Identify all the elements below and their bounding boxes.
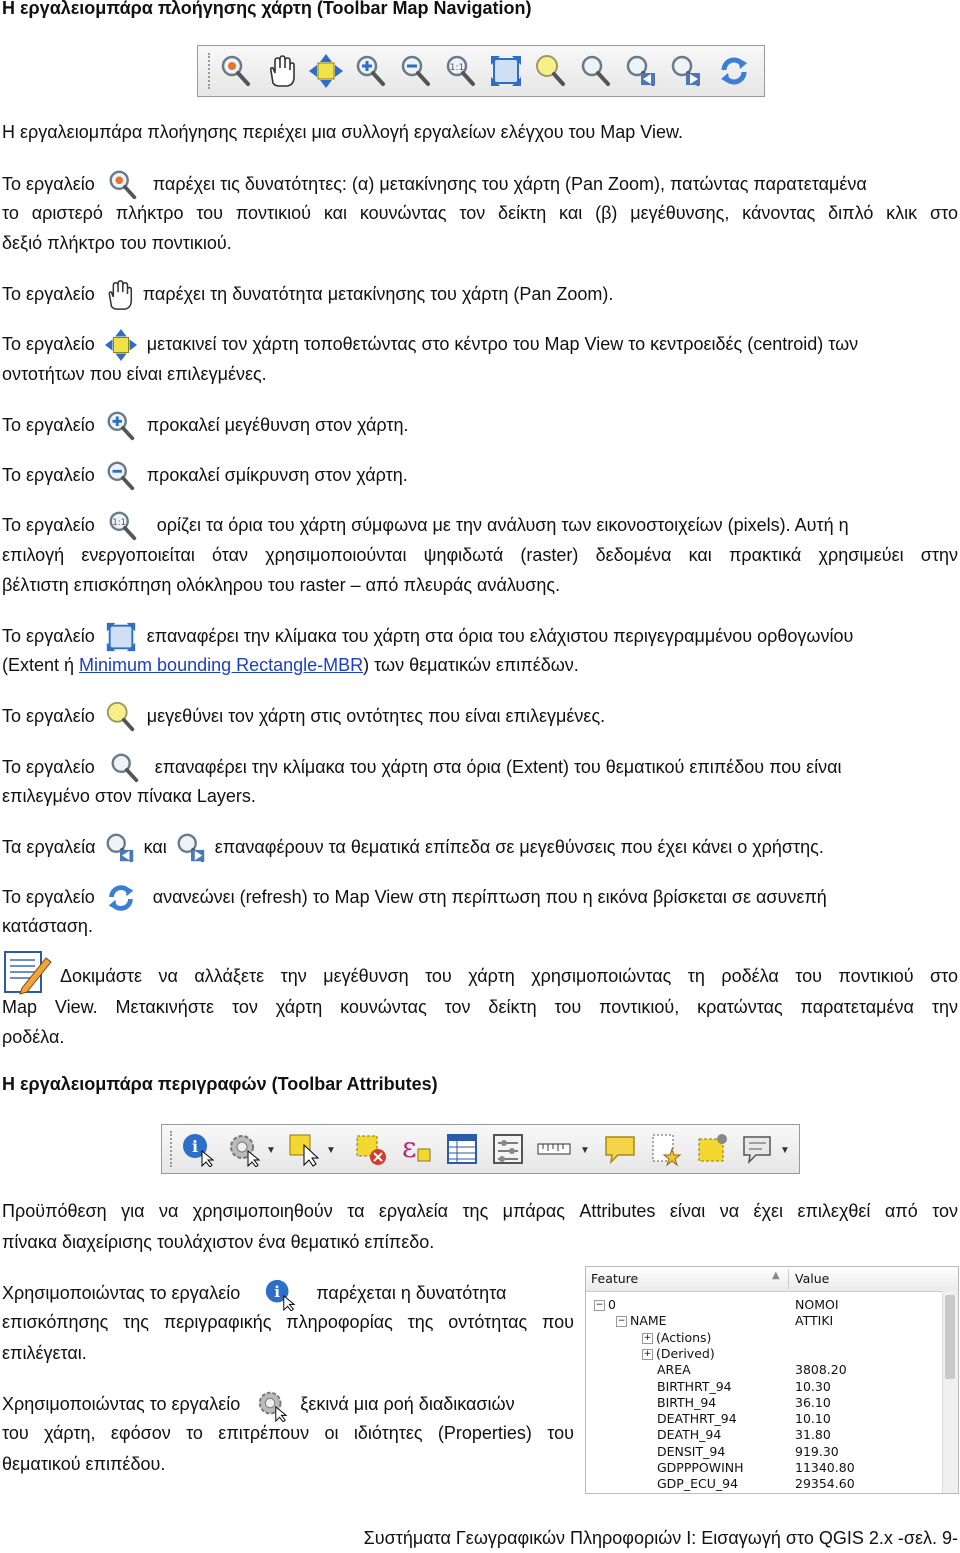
value-cell: 29354.60: [795, 1476, 855, 1492]
identify-row[interactable]: [586, 1297, 942, 1313]
feature-cell: GDPPPOWINH: [657, 1460, 744, 1475]
refresh-paragraph: Το εργαλείο ανανεώνει (refresh) το Map View στη περίπτωση που η εικόνα βρίσκεται σε ασυνεπή: [2, 881, 958, 915]
identify-row[interactable]: [586, 1330, 942, 1346]
svg-text:1:1: 1:1: [112, 518, 126, 529]
run-action-icon: [255, 1388, 289, 1422]
zoom-full-line-2: (Extent ή Minimum bounding Rectangle-MBR) των θεματικών επιπέδων.: [2, 655, 579, 675]
map-tips-icon[interactable]: [602, 1131, 638, 1167]
zoom-actual-paragraph: Το εργαλείο 1:1 ορίζει τα όρια του χάρτη σύμφωνα με την ανάλυση των εικονοστοιχείων (pixels). Αυτή η: [2, 509, 958, 543]
identify-row[interactable]: [586, 1395, 942, 1411]
run-action-icon[interactable]: [226, 1131, 262, 1167]
feature-cell: DEATHRT_94: [657, 1411, 737, 1427]
pan-to-selection-icon[interactable]: [308, 53, 344, 89]
intro-paragraph: Η εργαλειομπάρα πλοήγησης περιέχει μια συλλογή εργαλείων ελέγχου του Map View.: [2, 122, 683, 142]
value-cell: 3808.20: [795, 1362, 847, 1378]
action-line-2: του χάρτη, εφόσον το επιτρέπουν οι ιδιότητες (Properties) του: [2, 1423, 574, 1443]
action-paragraph: Χρησιμοποιώντας το εργαλείο ξεκινά μια ροή διαδικασιών: [2, 1388, 574, 1422]
identify-results-header: [586, 1267, 958, 1292]
svg-text:1:1: 1:1: [449, 63, 465, 73]
zoom-selection-paragraph: Το εργαλείο μεγεθύνει τον χάρτη στις οντότητες που είναι επιλεγμένες.: [2, 700, 605, 734]
value-cell: 10.30: [795, 1378, 831, 1394]
zoom-actual-size-icon: [106, 509, 140, 543]
identify-row[interactable]: [586, 1313, 942, 1329]
exercise-line-2: Map View. Μετακινήστε τον χάρτη κουνώντας τον δείκτη του ποντικιού, κρατώντας παρατεταμένα την: [2, 997, 958, 1017]
value-cell: ATTIKI: [795, 1313, 834, 1329]
show-bookmarks-icon[interactable]: [694, 1131, 730, 1167]
action-line-3: θεματικού επιπέδου.: [2, 1454, 166, 1474]
value-cell: 11340.80: [795, 1460, 855, 1475]
zoom-in-icon: [104, 409, 138, 443]
value-cell: 919.30: [795, 1443, 839, 1459]
zoom-full-icon: [104, 620, 138, 654]
value-cell: 36.10: [795, 1394, 831, 1410]
attribute-table-icon[interactable]: [444, 1131, 480, 1167]
annotation-dropdown-icon[interactable]: ▼: [780, 1145, 790, 1156]
feature-cell: NAME: [630, 1313, 667, 1329]
feature-cell: AREA: [657, 1362, 691, 1378]
expand-icon[interactable]: +: [643, 1348, 652, 1359]
select-dropdown-icon[interactable]: ▼: [326, 1145, 336, 1156]
zoom-to-selection-icon: [104, 700, 138, 734]
pan-paragraph: Το εργαλείο παρέχει τη δυνατότητα μετακίνησης του χάρτη (Pan Zoom).: [2, 278, 613, 312]
zoom-last-icon[interactable]: [623, 53, 659, 89]
navigation-section-title: Η εργαλειομπάρα πλοήγησης χάρτη (Toolbar Map Navigation): [2, 0, 532, 18]
feature-cell: (Derived): [656, 1345, 715, 1361]
vertical-scrollbar[interactable]: [942, 1291, 958, 1493]
pan-to-selection-icon: [104, 328, 138, 362]
refresh-line-2: κατάσταση.: [2, 916, 93, 936]
refresh-icon: [104, 881, 138, 915]
pan-hand-icon: [102, 278, 136, 312]
touch-zoom-line-2: το αριστερό πλήκτρο του ποντικιού και κουνώντας τον δείκτη και (β) μεγέθυνσης, κάνοντας διπλό κλικ στο: [2, 203, 958, 223]
identify-row[interactable]: [586, 1362, 942, 1378]
identify-row[interactable]: [586, 1476, 942, 1492]
identify-line-2: επισκόπησης της περιγραφικής πληροφορίας της οντότητας που: [2, 1312, 574, 1332]
expand-icon[interactable]: +: [643, 1332, 652, 1343]
identify-paragraph: Χρησιμοποιώντας το εργαλείο i παρέχεται η δυνατότητα: [2, 1277, 574, 1311]
value-column-header[interactable]: Value: [795, 1271, 830, 1286]
identify-line-3: επιλέγεται.: [2, 1343, 87, 1363]
identify-row[interactable]: [586, 1444, 942, 1460]
exercise-line-3: ροδέλα.: [2, 1027, 65, 1047]
feature-column-header[interactable]: Feature: [591, 1271, 639, 1286]
pan-selection-paragraph: Το εργαλείο μετακινεί τον χάρτη τοποθετώντας στο κέντρο του Map View το κεντροειδές (centroid) των: [2, 328, 958, 362]
zoom-out-icon[interactable]: [398, 53, 434, 89]
mbr-link[interactable]: Minimum bounding Rectangle-MBR: [79, 655, 364, 675]
zoom-in-icon[interactable]: [353, 53, 389, 89]
zoom-last-icon: [103, 831, 137, 865]
map-navigation-toolbar: [197, 45, 765, 97]
zoom-layer-paragraph: Το εργαλείο επαναφέρει την κλίμακα του χάρτη στα όρια (Extent) του θεματικού επιπέδου που είναι: [2, 751, 958, 785]
touch-zoom-icon[interactable]: [218, 53, 254, 89]
zoom-out-icon: [104, 459, 138, 493]
attributes-toolbar: [161, 1124, 800, 1174]
page-footer: Συστήματα Γεωγραφικών Πληροφοριών Ι: Εισαγωγή στο QGIS 2.x -σελ. 9-: [363, 1528, 958, 1548]
zoom-to-layer-icon: [108, 751, 142, 785]
identify-row[interactable]: [586, 1460, 942, 1476]
value-cell: 31.80: [795, 1427, 831, 1443]
feature-cell: DEATH_94: [657, 1427, 722, 1443]
exercise-line-1: Δοκιμάστε να αλλάξετε την μεγέθυνση του χάρτη χρησιμοποιώντας τη ροδέλα του ποντικιού στο: [60, 966, 958, 986]
pan-selection-line-2: οντοτήτων που είναι επιλεγμένες.: [2, 364, 267, 384]
zoom-actual-line-2: επιλογή ενεργοποιείται όταν χρησιμοποιούνται ψηφιδωτά (raster) δεδομένα και πρακτικά χρησιμεύει στην: [2, 545, 958, 565]
zoom-full-icon[interactable]: [488, 53, 524, 89]
identify-row[interactable]: [586, 1411, 942, 1427]
zoom-to-selection-icon[interactable]: [533, 53, 569, 89]
zoom-actual-line-3: βέλτιστη επισκόπηση ολόκληρου του raster – από πλευράς ανάλυσης.: [2, 575, 561, 595]
identify-row[interactable]: [586, 1427, 942, 1443]
refresh-icon[interactable]: [716, 53, 752, 89]
feature-cell: GDP_ECU_94: [657, 1476, 739, 1492]
touch-zoom-line-3: δεξιό πλήκτρο του ποντικιού.: [2, 233, 232, 253]
touch-zoom-paragraph: Το εργαλείο παρέχει τις δυνατότητες: (α) μετακίνησης του χάρτη (Pan Zoom), πατώντας παρατεταμένα: [2, 168, 958, 202]
prerequisite-line-1: Προϋπόθεση για να χρησιμοποιηθούν τα εργαλεία της μπάρας Attributes είναι να έχει επιλεχθεί από τον: [2, 1201, 958, 1221]
scrollbar-thumb[interactable]: [945, 1295, 955, 1379]
value-cell: ΝΟΜΟΙ: [795, 1297, 839, 1312]
annotation-icon[interactable]: [740, 1131, 776, 1167]
measure-dropdown-icon[interactable]: ▼: [580, 1145, 590, 1156]
measure-icon[interactable]: [536, 1131, 572, 1167]
svg-text:ε: ε: [402, 1131, 417, 1164]
zoom-next-icon[interactable]: [668, 53, 704, 89]
zoom-to-layer-icon[interactable]: [578, 53, 614, 89]
identify-row[interactable]: [586, 1379, 942, 1395]
field-calculator-icon[interactable]: [490, 1131, 526, 1167]
feature-cell: BIRTHRT_94: [657, 1378, 732, 1394]
identify-icon[interactable]: [180, 1131, 216, 1167]
identify-results-panel: [585, 1266, 959, 1494]
zoom-last-next-paragraph: Τα εργαλεία και επαναφέρουν τα θεματικά επίπεδα σε μεγεθύνσεις που έχει κάνει ο χρήστης.: [2, 831, 824, 865]
identify-row[interactable]: [586, 1346, 942, 1362]
svg-text:i: i: [191, 1137, 199, 1156]
exercise-notepad-icon: [2, 948, 52, 996]
prerequisite-line-2: πίνακα διαχείρισης τουλάχιστον ένα θεματικό επίπεδο.: [2, 1232, 435, 1252]
feature-cell: 0: [608, 1297, 616, 1312]
zoom-full-paragraph: Το εργαλείο επαναφέρει την κλίμακα του χάρτη στα όρια του ελάχιστου περιγεγραμμένου ορθογωνίου: [2, 620, 958, 654]
touch-zoom-icon: [106, 168, 142, 202]
zoom-in-paragraph: Το εργαλείο προκαλεί μεγέθυνση στον χάρτη.: [2, 409, 409, 443]
deselect-icon[interactable]: [352, 1131, 388, 1167]
value-cell: 10.10: [795, 1411, 831, 1427]
run-action-dropdown-icon[interactable]: ▼: [266, 1145, 276, 1156]
new-bookmark-icon[interactable]: [648, 1131, 684, 1167]
svg-text:i: i: [274, 1282, 281, 1301]
select-features-icon[interactable]: [286, 1131, 322, 1167]
collapse-icon[interactable]: −: [595, 1300, 604, 1310]
feature-cell: (Actions): [656, 1329, 712, 1345]
feature-cell: BIRTH_94: [657, 1394, 717, 1410]
expression-select-icon[interactable]: [398, 1131, 434, 1167]
collapse-icon[interactable]: −: [617, 1316, 626, 1327]
zoom-next-icon: [174, 831, 208, 865]
zoom-layer-line-2: επιλεγμένο στον πίνακα Layers.: [2, 786, 256, 806]
feature-cell: DENSIT_94: [657, 1443, 726, 1459]
sort-arrow-icon: ▲: [772, 1270, 780, 1281]
pan-hand-icon[interactable]: [263, 53, 299, 89]
zoom-actual-size-icon[interactable]: [443, 53, 479, 89]
zoom-out-paragraph: Το εργαλείο προκαλεί σμίκρυνση στον χάρτη.: [2, 459, 408, 493]
attributes-section-title: Η εργαλειομπάρα περιγραφών (Toolbar Attributes): [2, 1074, 438, 1094]
identify-icon: [263, 1277, 297, 1311]
